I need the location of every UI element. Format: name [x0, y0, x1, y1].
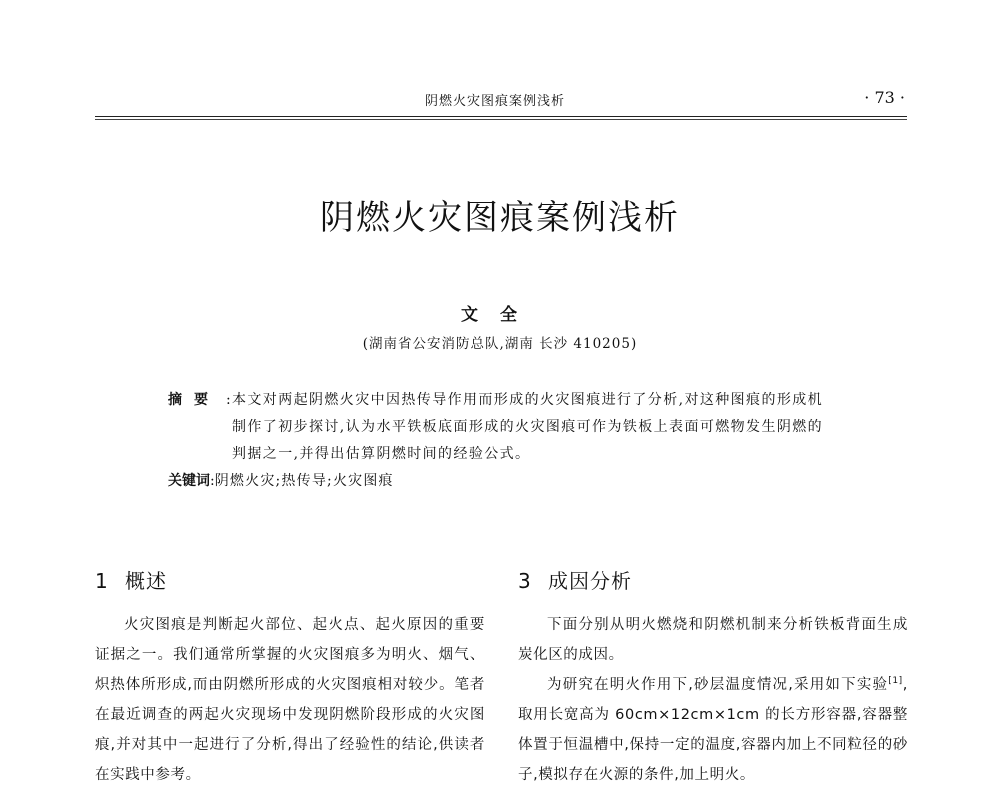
- paragraph-2-text-after-ref: ,取用长宽高为 60cm×12cm×1cm 的长方形容器,容器整体置于恒温槽中,保持一定的温度,容器内加上不同粒径的砂子,模拟存在火源的条件,加上明火。: [518, 677, 908, 783]
- keywords-text: 阴燃火灾;热传导;火灾图痕: [214, 473, 394, 489]
- section-1-heading: [95, 566, 485, 596]
- page-number: · 73 ·: [864, 88, 905, 107]
- abstract-colon: :: [226, 392, 231, 408]
- article-title: 阴燃火灾图痕案例浅析: [320, 198, 680, 238]
- section-1-paragraph: 火灾图痕是判断起火部位、起火点、起火原因的重要证据之一。我们通常所掌握的火灾图痕多为明火、烟气、炽热体所形成,而由阴燃所形成的火灾图痕相对较少。笔者在最近调查的两起火灾现场中发现阴燃阶段形成的火灾图痕,并对其中一起进行了分析,得出了经验性的结论,供读者在实践中参考。: [95, 617, 485, 783]
- section-1-title: 概述: [125, 569, 167, 593]
- abstract-text: 本文对两起阴燃火灾中因热传导作用而形成的火灾图痕进行了分析,对这种图痕的形成机制作了初步探讨,认为水平铁板底面形成的火灾图痕可作为铁板上表面可燃物发生阴燃的判据之一,并得出估算阴燃时间的经验公式。: [232, 392, 824, 462]
- section-3-number: 3: [518, 569, 532, 593]
- paragraph-2-text-before-ref: 为研究在明火作用下,砂层温度情况,采用如下实验: [547, 677, 889, 693]
- section-3-paragraph-1: 下面分别从明火燃烧和阴燃机制来分析铁板背面生成炭化区的成因。: [518, 617, 908, 663]
- running-title: 阴燃火灾图痕案例浅析: [425, 94, 566, 109]
- right-column: [518, 566, 908, 790]
- section-3-title: 成因分析: [548, 569, 632, 593]
- reference-marker[interactable]: [1]: [888, 676, 903, 687]
- keywords-colon: :: [210, 473, 215, 489]
- section-3-heading: [518, 566, 908, 596]
- header-rule-thin: [95, 119, 907, 120]
- section-1-number: 1: [95, 569, 109, 593]
- author-affiliation: (湖南省公安消防总队,湖南 长沙 410205): [362, 336, 638, 352]
- running-header: [95, 90, 905, 114]
- keywords-label: 关键词: [168, 473, 210, 489]
- abstract-label: 摘要: [168, 392, 220, 408]
- section-3-paragraph-2: [518, 670, 908, 790]
- left-column: [95, 566, 485, 790]
- header-rule: [95, 116, 907, 117]
- author-name: 文全: [461, 305, 539, 325]
- keywords: [168, 468, 848, 495]
